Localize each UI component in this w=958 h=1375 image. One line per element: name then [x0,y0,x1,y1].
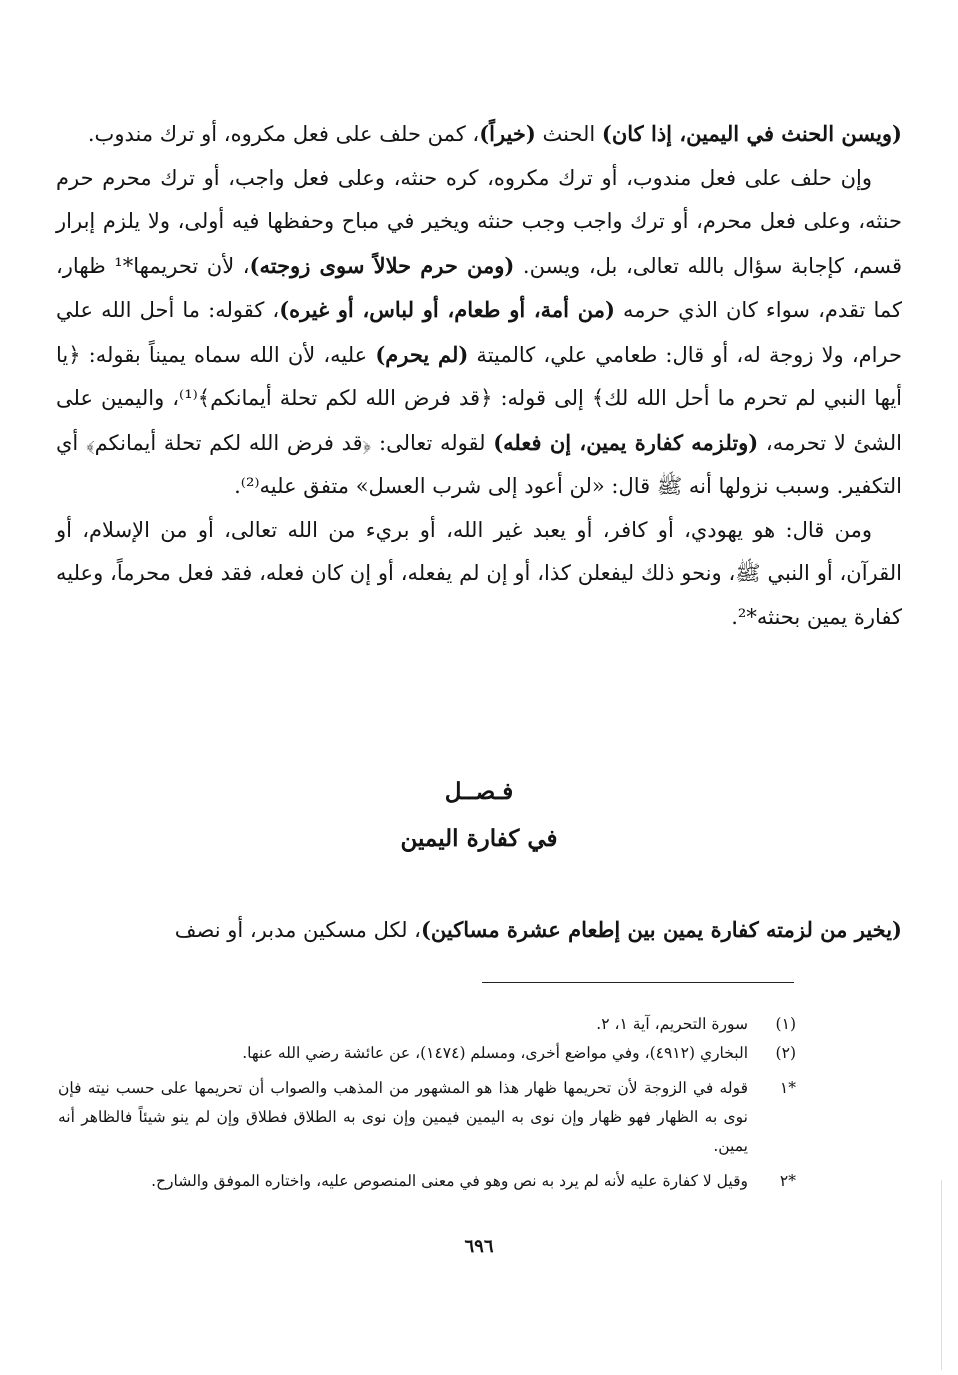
text-run: الحنث [535,122,602,146]
page-number: ٦٩٦ [464,1236,494,1257]
footnote-mark: *١ [779,1079,796,1097]
footnote-star-2 [58,1167,796,1196]
footnotes [58,1010,796,1196]
bold-text-run: (يخير من لزمته كفارة يمين بين إطعام عشرة مساكين) [420,917,902,942]
footnote-mark: *٢ [779,1172,796,1190]
footnote-text: وقيل لا كفارة عليه لأنه لم يرد به نص وهو في معنى المنصوص عليه، واختاره الموفق والشارح. [151,1172,748,1190]
footnote-text: البخاري (٤٩١٢)، وفي مواضع أخرى، ومسلم (١٤٧٤)، عن عائشة رضي الله عنها. [242,1044,748,1062]
text-run: ، لكل مسكين مدبر، أو نصف [174,918,421,942]
footnote-text: سورة التحريم، آية ١، ٢. [596,1015,748,1033]
footnote-text: قوله في الزوجة لأن تحريمها ظهار هذا هو المشهور من المذهب والصواب أن تحريمها على حسب نيته فإن نوى به الظهار فهو ظهار وإن نوى به اليمين فيمين وإن نوى به الطلاق فطلاق وإن لم ينو شيئاً فالظاهر أنه يمين. [58,1079,748,1155]
text-run: لقوله تعالى: ﴿قد فرض الله لكم تحلة أيمانكم﴾ أي التكفير. وسبب نزولها أنه ﷺ قال: «لن أعود إلى شرب العسل» متفق عليه⁽²⁾. [56,430,902,498]
scan-edge-line [941,1180,942,1370]
section-paragraph [56,908,902,953]
bold-text-run: (ومن حرم حلالاً سوى زوجته) [249,252,515,278]
main-text-block [56,112,902,639]
footnote-mark: (٢) [775,1044,796,1062]
paragraph-3 [56,509,902,640]
footnote-divider [482,982,794,983]
text-run: وإن حلف على فعل مندوب، أو ترك مكروه، كره حنثه، وعلى فعل واجب، أو ترك محرم حرم حنثه، وعلى فعل محرم، أو ترك واجب وجب حنثه ويخير في مباح وحفظها فيه أولى، ولا يلزم إبرار قسم، كإجابة سؤال بالله تعالى، بل، ويسن. [56,165,903,278]
section-text-block [56,908,902,953]
bold-text-run: (خيراً) [479,121,536,146]
paragraph-1 [56,112,902,157]
text-run: ، كقوله: ما أحل الله علي حرام، ولا زوجة له، أو قال: طعامي علي، كالميتة [56,298,902,367]
text-run: ، لأن تحريمها*¹ ظهار، كما تقدم، سواء كان الذي حرمه [56,253,902,322]
bold-text-run: (لم يحرم) [375,341,469,367]
text-run: عليه، لأن الله سماه يميناً بقوله: ﴿يا أيها النبي لم تحرم ما أحل الله لك﴾ إلى قوله: ﴿قد فرض الله لكم تحلة أيمانكم﴾⁽¹⁾، واليمين على الشئ لا تحرمه، [56,342,902,455]
footnote-star-1 [58,1074,796,1161]
section-subheading: في كفارة اليمين [400,825,558,852]
bold-text-run: (ويسن الحنث في اليمين، إذا كان) [601,121,902,146]
bold-text-run: (وتلزمه كفارة يمين، إن فعله) [493,429,759,455]
text-run: ومن قال: هو يهودي، أو كافر، أو يعبد غير الله، أو بريء من الله تعالى، أو من الإسلام، أو القرآن، أو النبي ﷺ، ونحو ذلك ليفعلن كذا، أو إن لم يفعله، أو إن كان فعله، فقد فعل محرماً، وعليه كفارة يمين بحنثه*². [56,517,902,629]
footnote-1 [58,1010,796,1039]
footnote-2 [58,1039,796,1068]
footnote-mark: (١) [775,1015,796,1033]
paragraph-2 [56,157,902,509]
text-run: ، كمن حلف على فعل مكروه، أو ترك مندوب. [87,122,480,146]
section-heading: فـصــل [444,778,514,805]
bold-text-run: (من أمة، أو طعام، أو لباس، أو غيره) [279,297,615,322]
